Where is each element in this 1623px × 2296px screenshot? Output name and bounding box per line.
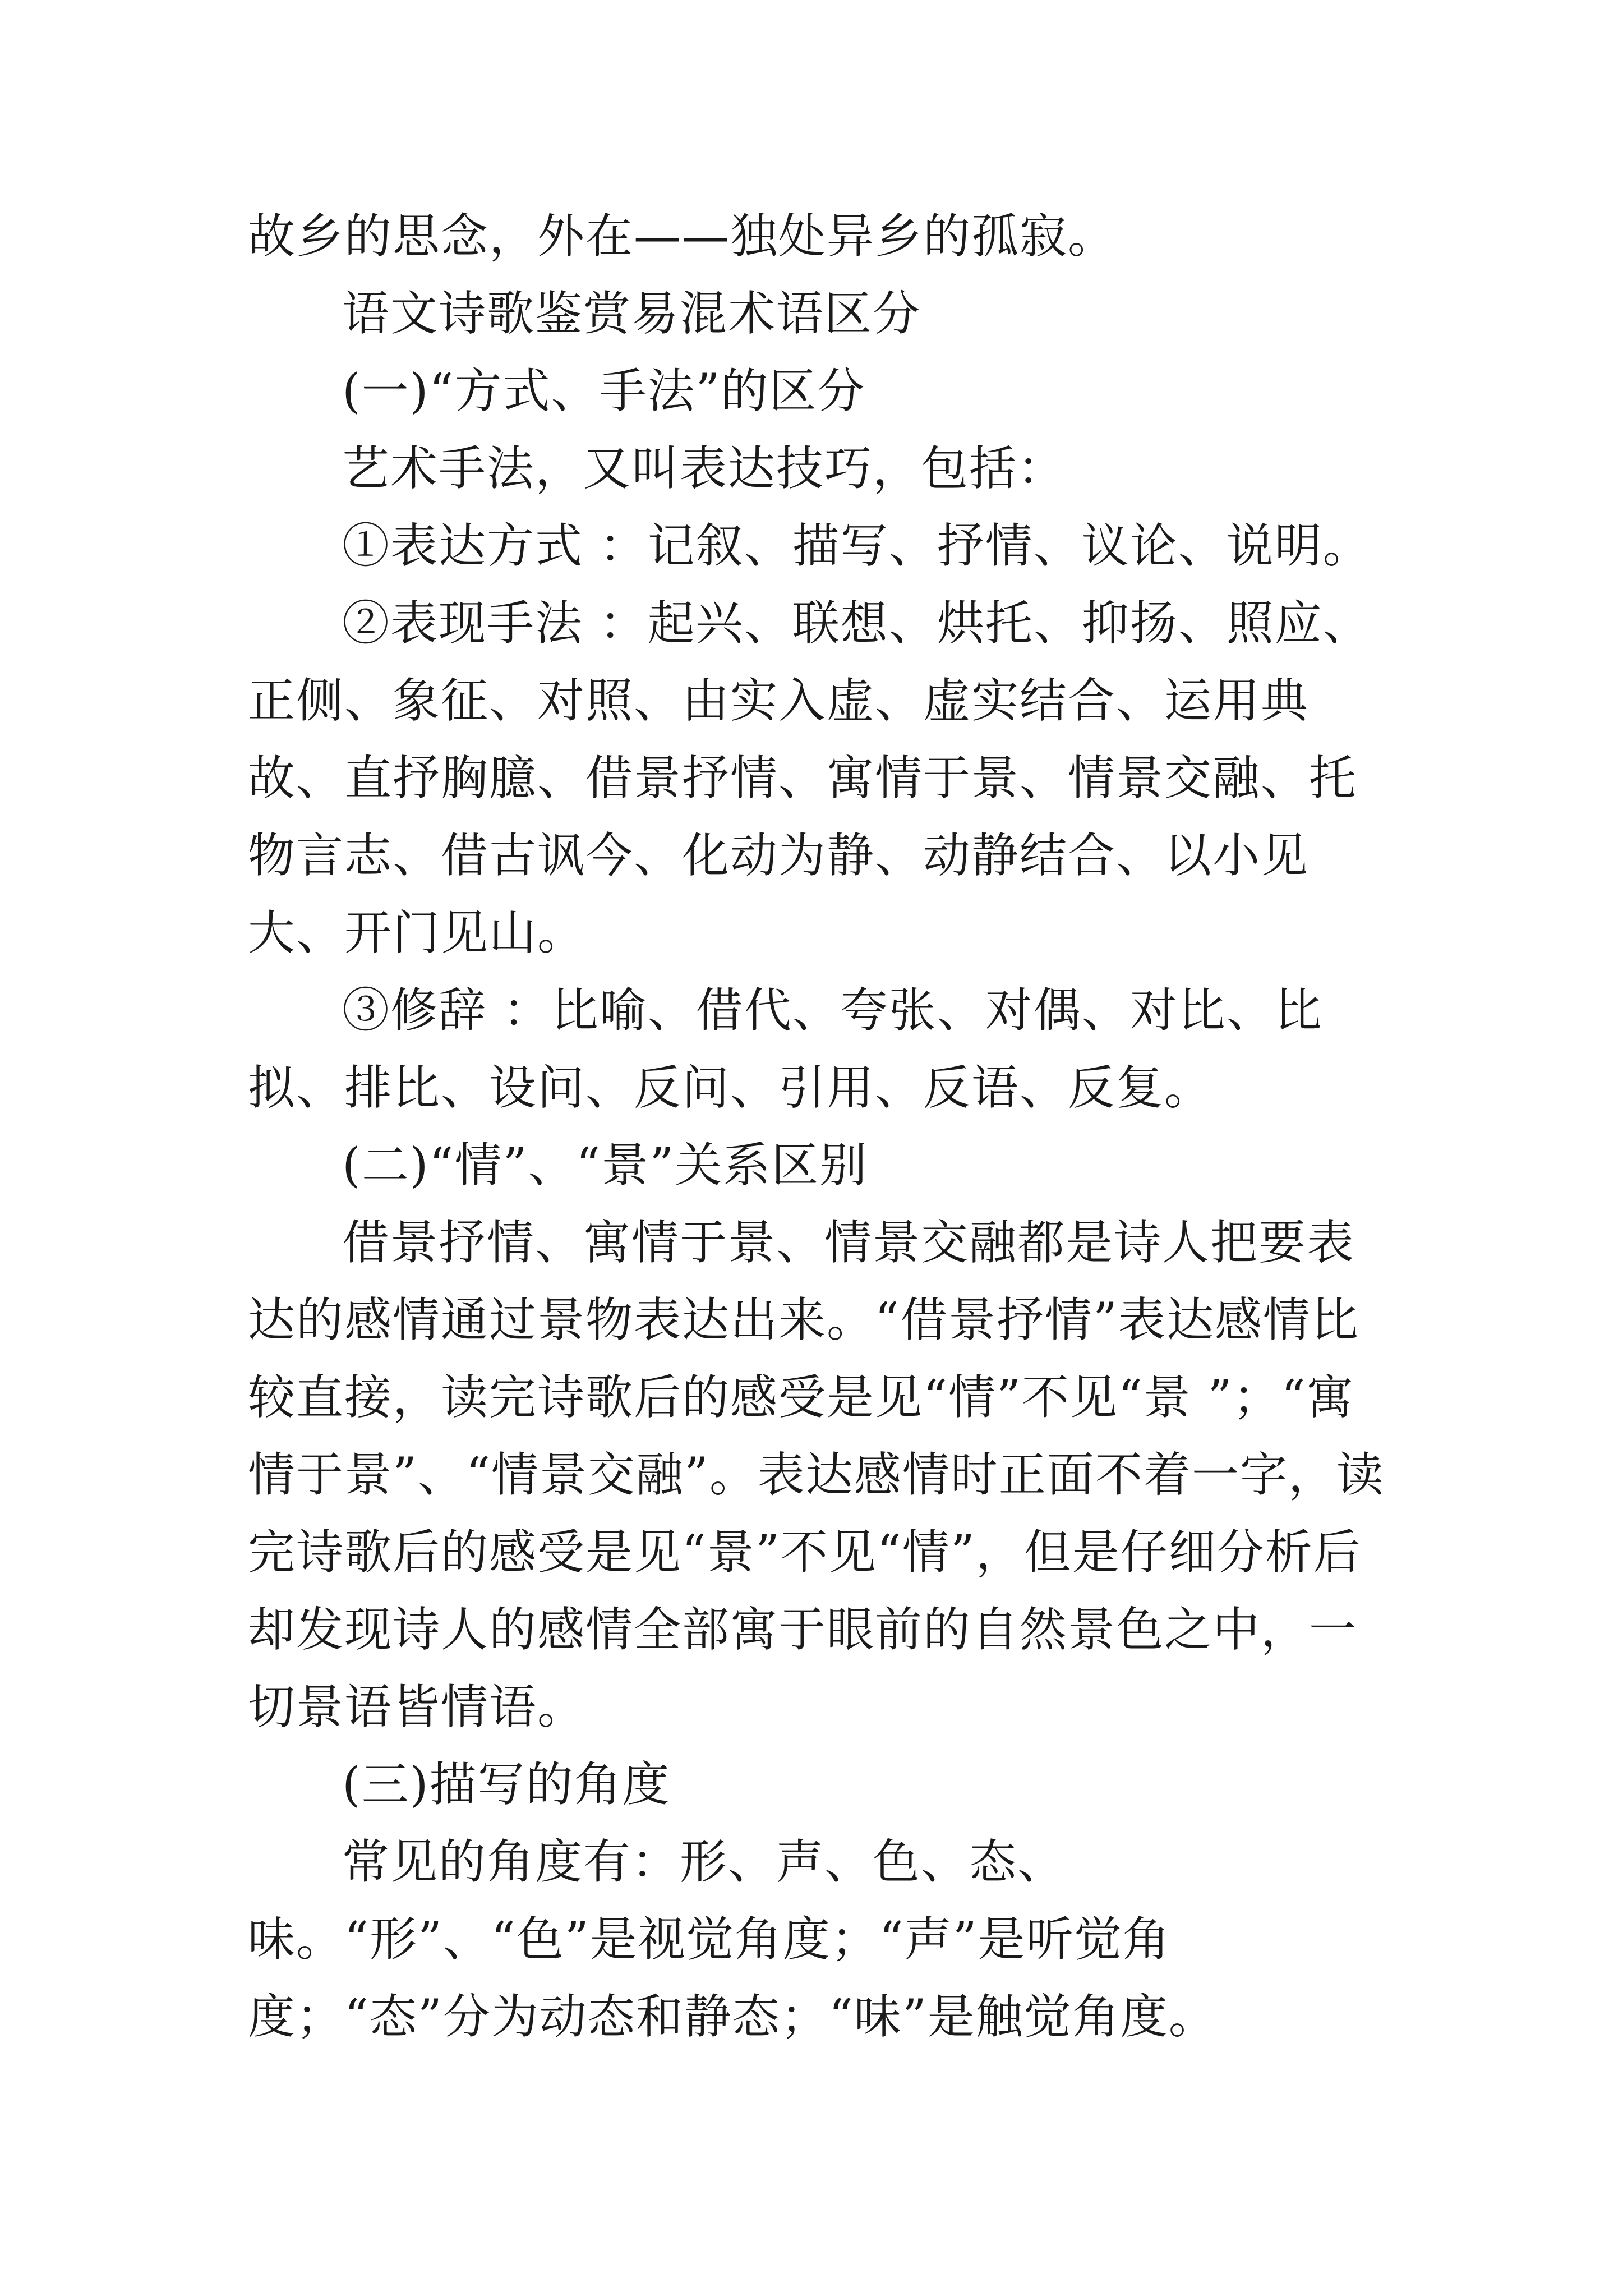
subsection-heading-1: (一)“方式、手法”的区分 — [342, 364, 866, 418]
document-body — [248, 197, 1386, 2055]
paragraph-emotion-scene: 借景抒情、寓情于景、情景交融都是诗人把要表达的感情通过景物表达出来。“借景抒情”表达感情比较直接，读完诗歌后的感受是见“情”不见“景 ”；“寓情于景”、“情景交融”。表达感情时正面不着一字，读完诗歌后的感受是见“景”不见“情”，但是仔细分析后却发现诗人的感情全部寓于眼前的自然景色之中，一切景语皆情语。 — [248, 1215, 1385, 1734]
paragraph-art-techniques: 艺术手法，又叫表达技巧，包括： — [342, 441, 1066, 496]
list-item-expression-modes: ①表达方式 ：记叙、描写、抒情、议论、说明。 — [342, 518, 1371, 573]
section-title: 语文诗歌鉴赏易混术语区分 — [342, 286, 921, 341]
paragraph-continuation: 故乡的思念，外在——独处异乡的孤寂。 — [248, 209, 1117, 264]
list-item-rhetoric: ③修辞 ：比喻、借代、夸张、对偶、对比、比拟、排比、设问、反问、引用、反语、反复。 — [248, 983, 1323, 1115]
list-item-presentation-techniques: ②表现手法 ：起兴、联想、烘托、抑扬、照应、正侧、象征、对照、由实入虚、虚实结合、运用典故、直抒胸臆、借景抒情、寓情于景、情景交融、托物言志、借古讽今、化动为静、动静结合、以小见大、开门见山。 — [248, 596, 1371, 960]
paragraph-description-angles: 常见的角度有：形、声、色、态、味。“形”、“色”是视觉角度；“声”是听觉角度；“态”分为动态和静态；“味”是触觉角度。 — [248, 1834, 1217, 2044]
subsection-heading-2: (二)“情”、“景”关系区别 — [342, 1138, 868, 1193]
subsection-heading-3: (三)描写的角度 — [342, 1757, 671, 1812]
